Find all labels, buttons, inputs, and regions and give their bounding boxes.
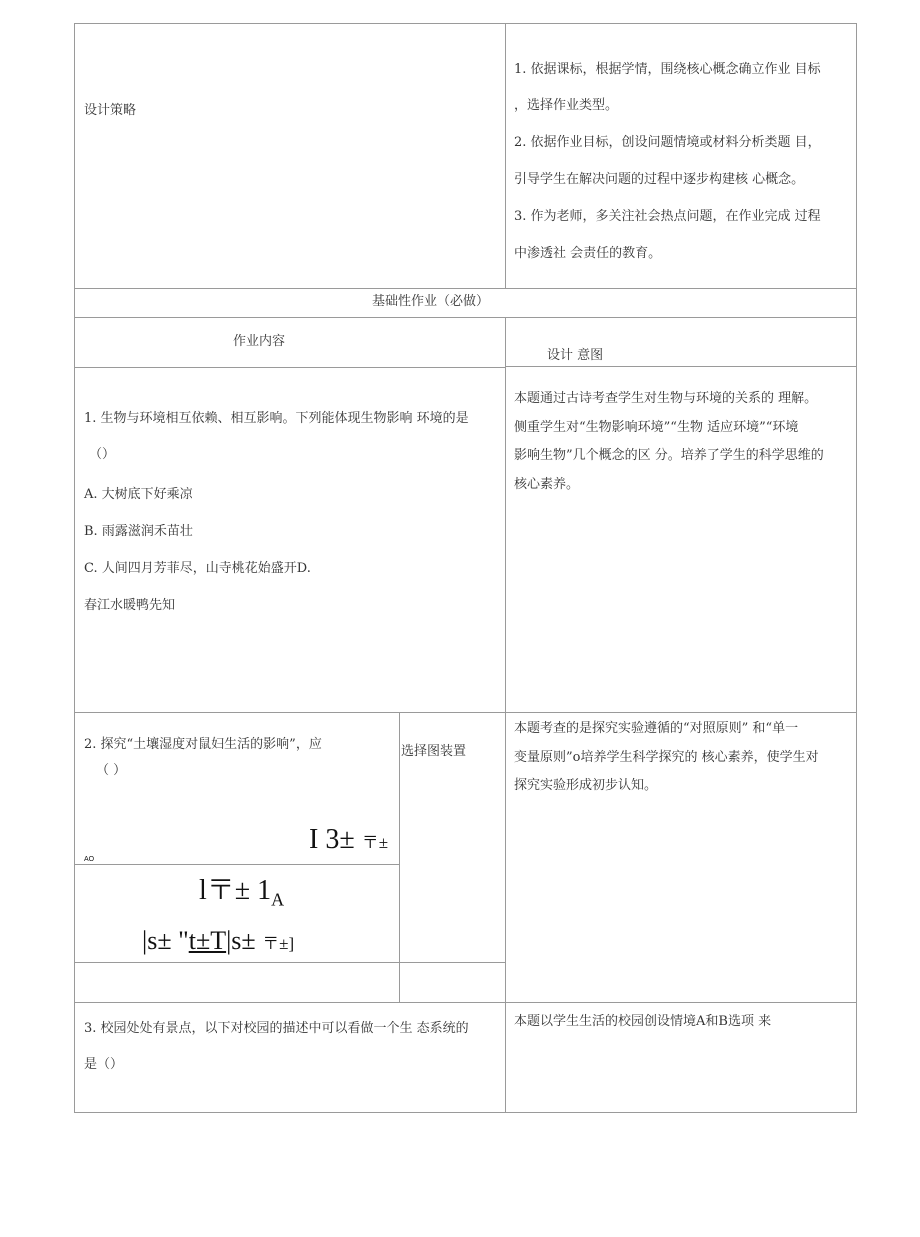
q1-option-a: A. 大树底下好乘凉 — [84, 487, 193, 502]
q1-option-c: C. 人间四月芳菲尽，山寺桃花始盛开D. — [84, 561, 311, 576]
q2-figure-label: AO — [84, 856, 95, 863]
row-divider — [74, 962, 505, 963]
q2-figure-text-sub: A — [271, 889, 285, 910]
row-divider — [74, 317, 857, 318]
q3-intent-line: 本题以学生生活的校园创设情境A和B选项 来 — [514, 1014, 772, 1029]
q1-option-d: 春江水暖鸭先知 — [84, 598, 176, 613]
header-content: 作业内容 — [233, 334, 286, 349]
q2-figure-text-main: I 3± — [309, 824, 362, 855]
column-divider — [505, 317, 506, 1113]
column-divider — [399, 712, 400, 1003]
q1-intent-line: 本题通过古诗考查学生对生物与环境的关系的 理解。 — [514, 391, 818, 406]
q2-figure-text — [142, 926, 294, 956]
q1-stem-bracket: （） — [89, 447, 116, 462]
strategy-label: 设计策略 — [84, 103, 137, 118]
strategy-point: 引导学生在解决问题的过程中逐步构建核 心概念。 — [514, 172, 805, 187]
q2-figure-text-d: 〒±] — [262, 934, 295, 953]
q2-intent-line: 变量原则”o培养学生科学探究的 核心素养，使学生对 — [514, 750, 819, 765]
table-border-left — [74, 23, 75, 1113]
q1-intent-line: 影响生物”几个概念的区 分。培养了学生的科学思维的 — [514, 448, 824, 463]
q2-intent-line: 本题考查的是探究实验遵循的“对照原则” 和“单一 — [514, 721, 799, 736]
strategy-point: 2. 依据作业目标，创设问题情境或材料分析类题 目， — [514, 135, 821, 150]
table-border-top — [74, 23, 857, 24]
column-divider — [505, 23, 506, 289]
header-intent: 设计 意图 — [547, 348, 604, 363]
q2-intent-line: 探究实验形成初步认知。 — [514, 778, 658, 793]
strategy-point: 3. 作为老师，多关注社会热点问题，在作业完成 过程 — [514, 209, 821, 224]
q2-stem-bracket: （ ） — [96, 763, 127, 778]
q2-side-label: 选择图装置 — [401, 744, 467, 759]
q2-figure-text-main: l〒± 1 — [199, 875, 272, 906]
row-divider — [74, 1002, 857, 1003]
strategy-point: 1. 依据课标，根据学情，围绕核心概念确立作业 目标 — [514, 62, 821, 77]
q2-figure-text-c: |s± — [226, 926, 263, 955]
row-divider — [74, 288, 857, 289]
q2-figure-text — [309, 824, 388, 856]
q2-figure-text-b: t±T — [188, 926, 227, 955]
strategy-point: ，选择作业类型。 — [514, 98, 619, 113]
strategy-point: 中渗透社 会责任的教育。 — [514, 246, 662, 261]
q2-stem: 2. 探究“土壤湿度对鼠妇生活的影响”，应 — [84, 737, 322, 752]
section-title: 基础性作业（必做） — [372, 294, 490, 309]
q3-stem-bracket: 是（） — [84, 1057, 124, 1072]
row-divider — [74, 367, 505, 368]
row-divider — [505, 366, 857, 367]
table-border-bottom — [74, 1112, 857, 1113]
row-divider — [74, 864, 399, 865]
q1-stem: 1. 生物与环境相互依赖、相互影响。下列能体现生物影响 环境的是 — [84, 411, 469, 426]
table-border-right — [856, 23, 857, 1113]
row-divider — [74, 712, 857, 713]
q1-intent-line: 核心素养。 — [514, 477, 580, 492]
q2-figure-text — [199, 868, 284, 911]
q1-option-b: B. 雨露滋润禾苗壮 — [84, 524, 193, 539]
q2-figure-text-small: 〒± — [361, 833, 389, 852]
q2-figure-text-a: |s± " — [142, 926, 189, 955]
q3-stem: 3. 校园处处有景点，以下对校园的描述中可以看做一个生 态系统的 — [84, 1021, 469, 1036]
q1-intent-line: 侧重学生对“生物影响环境”“生物 适应环境”“环境 — [514, 420, 799, 435]
